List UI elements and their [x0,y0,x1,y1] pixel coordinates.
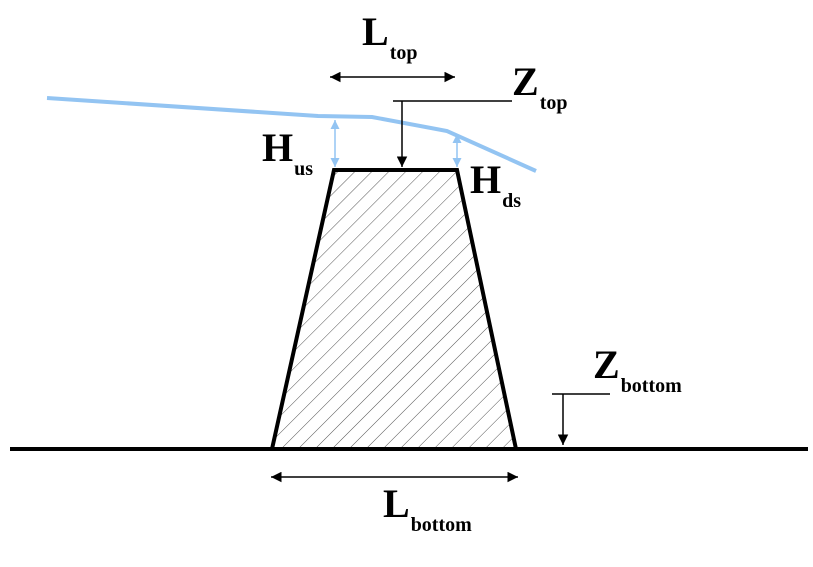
label-l-bottom-main: L [383,481,410,526]
label-z-bottom-sub: bottom [620,375,682,397]
label-z-bottom-main: Z [593,342,620,387]
label-h-us-sub: us [294,158,314,180]
label-h-us-main: H [262,125,294,170]
label-l-bottom [383,481,472,536]
label-l-top-sub: top [389,42,418,64]
label-h-ds [470,157,522,212]
label-l-top [362,9,418,64]
label-z-top-main: Z [512,59,539,104]
label-z-bottom [593,342,682,397]
label-l-bottom-sub: bottom [410,514,472,536]
label-z-top-sub: top [539,92,568,114]
label-l-top-main: L [362,9,389,54]
weir-body [272,170,516,449]
label-h-ds-main: H [470,157,502,202]
label-h-ds-sub: ds [502,190,522,212]
label-h-us [262,125,314,180]
label-z-top [512,59,568,114]
